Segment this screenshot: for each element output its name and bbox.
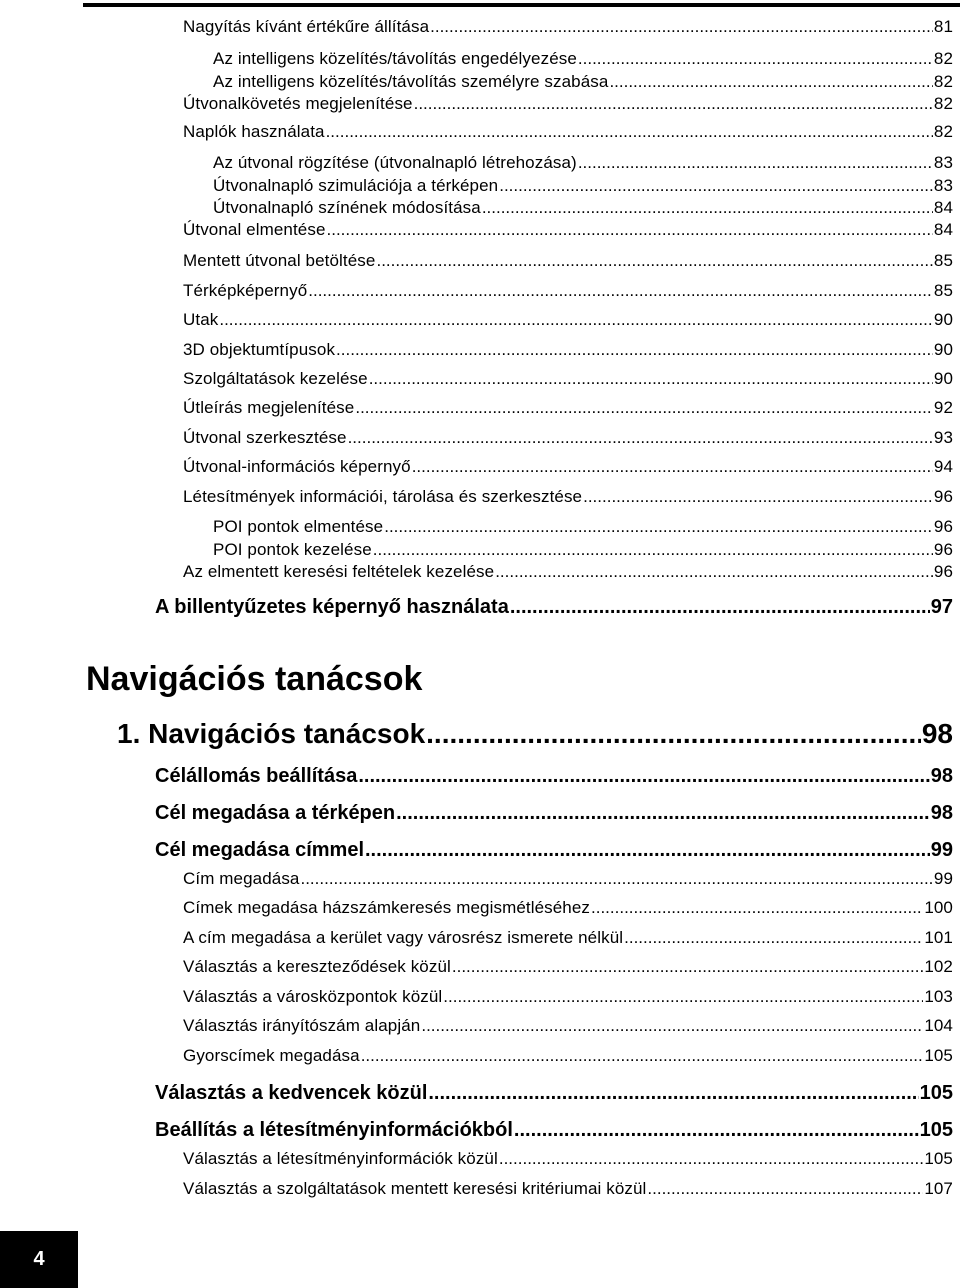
toc-entry[interactable]: Útvonal szerkesztése ..... 93 (183, 428, 953, 448)
toc-entry[interactable]: Útvonal-információs képernyő ..... 94 (183, 457, 953, 477)
toc-entry[interactable]: Választás a kereszteződések közül ..... 102 (183, 957, 953, 977)
page-number-badge (0, 1231, 78, 1288)
toc-entry-bold[interactable]: Beállítás a létesítményinformációkból ..... 105 (155, 1119, 953, 1142)
toc-entry[interactable]: Az útvonal rögzítése (útvonalnapló létrehozása) ..... 83 (213, 153, 953, 173)
toc-entry[interactable]: A cím megadása a kerület vagy városrész ismerete nélkül ..... 101 (183, 928, 953, 948)
toc-entry-bold[interactable]: Célállomás beállítása ..... 98 (155, 765, 953, 788)
toc-entry[interactable]: POI pontok kezelése ..... 96 (213, 540, 953, 560)
toc-entry[interactable]: Szolgáltatások kezelése ..... 90 (183, 369, 953, 389)
toc-entry[interactable]: Választás a szolgáltatások mentett keresési kritériumai közül ..... 107 (183, 1179, 953, 1199)
toc-entry[interactable]: Választás irányítószám alapján ..... 104 (183, 1016, 953, 1036)
toc-entry[interactable]: Mentett útvonal betöltése ..... 85 (183, 251, 953, 271)
toc-entry[interactable]: 3D objektumtípusok ..... 90 (183, 340, 953, 360)
toc-chapter-entry[interactable]: 1. Navigációs tanácsok ..... 98 (117, 718, 953, 750)
toc-entry[interactable]: Az intelligens közelítés/távolítás engedélyezése ..... 82 (213, 49, 953, 69)
toc-entry[interactable]: Az intelligens közelítés/távolítás személyre szabása ..... 82 (213, 72, 953, 92)
toc-entry-bold[interactable]: Cél megadása a térképen ..... 98 (155, 802, 953, 825)
toc-entry[interactable]: Választás a létesítményinformációk közül ..... 105 (183, 1149, 953, 1169)
toc-entry[interactable]: Az elmentett keresési feltételek kezelése ..... 96 (183, 562, 953, 582)
toc-entry[interactable]: Utak ..... 90 (183, 310, 953, 330)
toc-entry-bold[interactable]: A billentyűzetes képernyő használata ..... 97 (155, 596, 953, 619)
page-number: 4 (33, 1248, 45, 1270)
toc-entry[interactable]: Útvonal elmentése ..... 84 (183, 220, 953, 240)
toc-entry[interactable]: Térképképernyő ..... 85 (183, 281, 953, 301)
toc-entry[interactable]: POI pontok elmentése ..... 96 (213, 517, 953, 537)
toc-entry[interactable]: Gyorscímek megadása ..... 105 (183, 1046, 953, 1066)
toc-entry[interactable]: Naplók használata ..... 82 (183, 122, 953, 142)
toc-entry[interactable]: Cím megadása ..... 99 (183, 869, 953, 889)
section-heading: Navigációs tanácsok (86, 660, 423, 698)
toc-entry[interactable]: Útvonalnapló szimulációja a térképen ..... 83 (213, 176, 953, 196)
toc-entry-bold[interactable]: Cél megadása címmel ..... 99 (155, 839, 953, 862)
toc-entry[interactable]: Útleírás megjelenítése ..... 92 (183, 398, 953, 418)
toc-entry[interactable]: Választás a városközpontok közül ..... 103 (183, 987, 953, 1007)
toc-entry[interactable]: Létesítmények információi, tárolása és szerkesztése ..... 96 (183, 487, 953, 507)
toc-entry[interactable]: Útvonalnapló színének módosítása ..... 84 (213, 198, 953, 218)
toc-entry[interactable]: Címek megadása házszámkeresés megismétléséhez ..... 100 (183, 898, 953, 918)
toc-entry[interactable]: Nagyítás kívánt értékűre állítása ..... 81 (183, 17, 953, 37)
toc-entry[interactable]: Útvonalkövetés megjelenítése ..... 82 (183, 94, 953, 114)
toc-entry-bold[interactable]: Választás a kedvencek közül ..... 105 (155, 1082, 953, 1105)
